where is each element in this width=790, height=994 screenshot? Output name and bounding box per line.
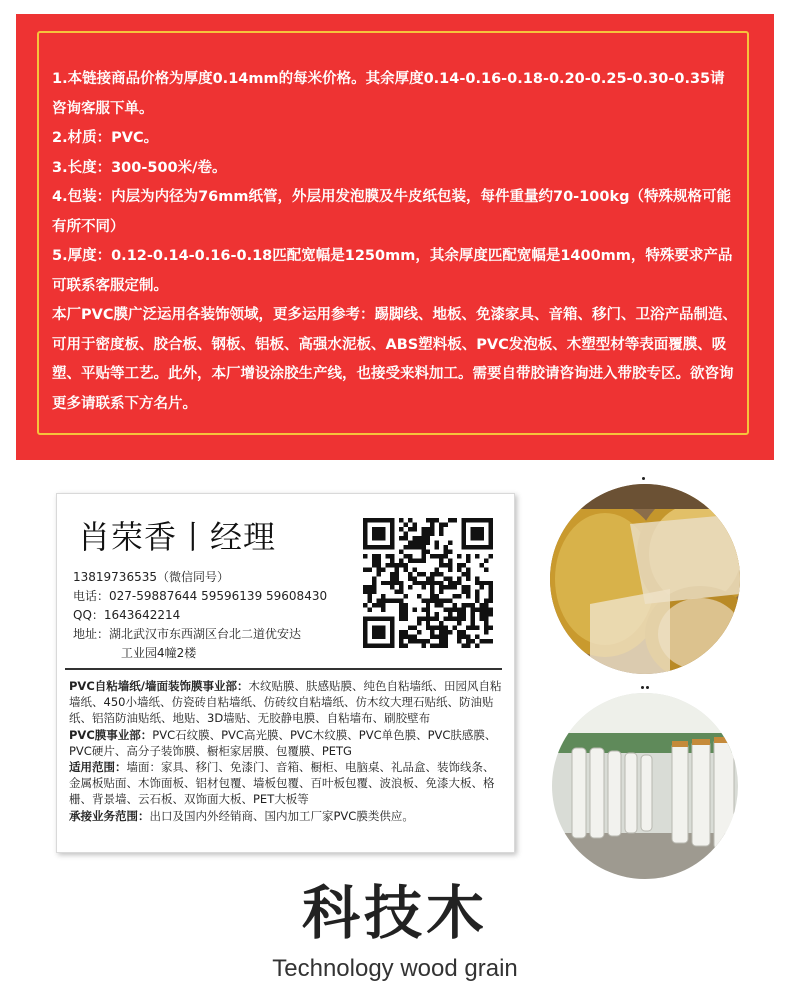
section-text: PVC石纹膜、PVC高光膜、PVC木纹膜、PVC单色膜、PVC肤感膜、PVC硬片、高分子装饰膜、橱柜家居膜、包覆膜、PETG bbox=[69, 727, 497, 758]
section-applications bbox=[69, 759, 505, 808]
notice-line-1: 1.本链接商品价格为厚度0.14mm的每米价格。其余厚度0.14-0.16-0.18-0.20-0.25-0.30-0.35请咨询客服下单。 bbox=[52, 71, 725, 117]
notice-line-5: 5.厚度：0.12-0.14-0.16-0.18匹配宽幅是1250mm，其余厚度匹配宽幅是1400mm，特殊要求产品可联系客服定制。 bbox=[52, 248, 733, 294]
contact-name: 肖荣香丨经理 bbox=[78, 518, 277, 556]
section-label: 适用范围： bbox=[69, 760, 127, 775]
section-label: PVC自粘墙纸/墙面装饰膜事业部： bbox=[69, 679, 249, 693]
decorative-dot bbox=[641, 686, 644, 689]
headline-title: 科技木 bbox=[301, 879, 488, 947]
contact-info bbox=[73, 568, 327, 663]
business-card bbox=[56, 493, 515, 853]
qr-code-icon bbox=[363, 518, 493, 648]
section-business-scope bbox=[69, 808, 505, 824]
notice-panel bbox=[16, 14, 774, 460]
section-label: 承接业务范围： bbox=[69, 808, 150, 823]
notice-line-2: 2.材质：PVC。 bbox=[52, 130, 159, 146]
section-label: PVC膜事业部： bbox=[69, 727, 153, 742]
section-text: 出口及国内外经销商、国内加工厂家PVC膜类供应。 bbox=[149, 808, 414, 823]
business-description bbox=[69, 678, 505, 824]
product-photo-rolls bbox=[550, 484, 740, 674]
address-line-2: 工业园4幢2楼 bbox=[121, 646, 197, 660]
section-pvc-film bbox=[69, 727, 505, 759]
decorative-dot bbox=[646, 686, 649, 689]
notice-line-4: 4.包装：内层为内径为76mm纸管，外层用发泡膜及牛皮纸包装，每件重量约70-100kg（特殊规格可能有所不同） bbox=[52, 189, 731, 235]
card-divider bbox=[65, 668, 502, 670]
notice-line-6: 本厂PVC膜广泛运用各装饰领域，更多运用参考：踢脚线、地板、免漆家具、音箱、移门、卫浴产品制造、可用于密度板、胶合板、钢板、铝板、高强水泥板、ABS塑料板、PVC发泡板、木塑型材等表面覆膜、吸塑、平贴等工艺。此外，本厂增设涂胶生产线，也接受来料加工。需要自带胶请咨询进入带胶专区。欲咨询更多请联系下方名片。 bbox=[52, 307, 737, 412]
decorative-dot bbox=[642, 477, 645, 480]
section-text: 木纹贴膜、肤感贴膜、纯色自粘墙纸、田园风自粘墙纸、450小墙纸、仿瓷砖自粘墙纸、仿砖纹自粘墙纸、仿木纹大理石贴纸、防油贴纸、铝箔防油贴纸、地贴、3D墙贴、无胶静电膜、自粘墙布、刷胶壁布 bbox=[69, 679, 502, 726]
section-wallpaper bbox=[69, 678, 505, 727]
qq-number: QQ：1643642214 bbox=[73, 608, 181, 622]
headline-subtitle: Technology wood grain bbox=[272, 955, 518, 982]
mobile-number: 13819736535（微信同号） bbox=[73, 570, 229, 584]
notice-line-3: 3.长度：300-500米/卷。 bbox=[52, 159, 227, 176]
notice-frame bbox=[37, 31, 749, 435]
address-line-1: 地址：湖北武汉市东西湖区台北二道优安达 bbox=[73, 627, 302, 641]
phone-numbers: 电话：027-59887644 59596139 59608430 bbox=[73, 589, 328, 603]
warehouse-photo bbox=[552, 693, 738, 879]
section-text: 墙面：家具、移门、免漆门、音箱、橱柜、电脑桌、礼品盒、装饰线条、金属板贴面、木饰面板、铝材包覆、墙板包覆、百叶板包覆、波浪板、免漆大板、格栅、背景墙、云石板、双饰面大板、PET大板等 bbox=[69, 760, 495, 807]
